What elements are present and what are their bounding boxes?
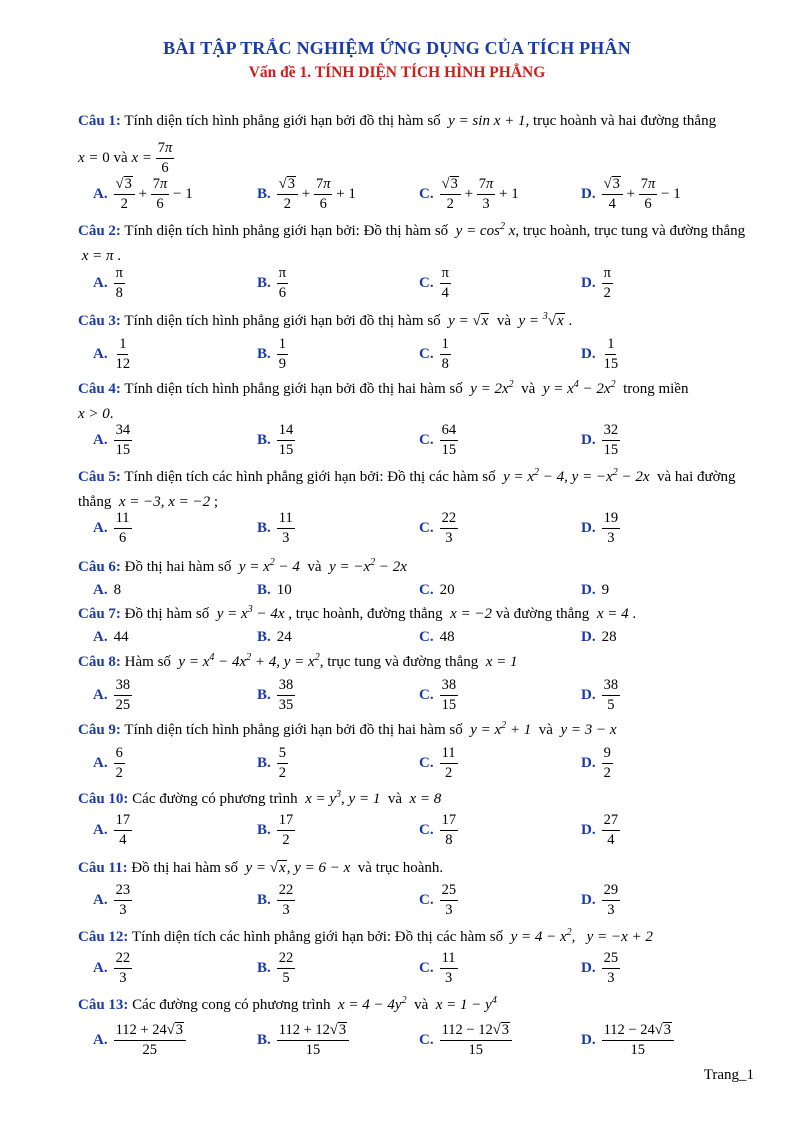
question-text: trong miền [623, 381, 689, 397]
question-12: Câu 12: Tính diện tích các hình phẳng giới hạn bởi: Đồ thị các hàm số $y = 4 - x^2$, y = −x + 2 [78, 927, 653, 945]
question-text: Tính diện tích hình phẳng giới hạn bởi đồ thị hai hàm số [124, 381, 463, 397]
option-a[interactable]: A. $\frac{1}{12}$ [93, 335, 131, 372]
question-13: Câu 13: Các đường cong có phương trình $x = 4 - 4y^2$ và $x = 1 - y^4$ [78, 995, 497, 1013]
question-label: Câu 5: [78, 469, 121, 485]
question-text: Các đường cong có phương trình [132, 997, 331, 1013]
question-12-options [0, 946, 794, 990]
question-4: Câu 4: Tính diện tích hình phẳng giới hạn bởi đồ thị hai hàm số $y = 2x^2$ và $y = x^4 - 2x^2$ trong miền x > 0. [78, 379, 689, 422]
option-d[interactable]: D. $\frac{19}{3}$ [581, 509, 619, 546]
option-b[interactable]: B. $\frac{17}{2}$ [257, 811, 294, 848]
question-11: Câu 11: Đồ thị hai hàm số y = √x, y = 6 − x và trục hoành. [78, 860, 444, 876]
question-9-options [0, 741, 794, 785]
question-8-options [0, 673, 794, 717]
option-d[interactable]: D. $\frac{27}{4}$ [581, 811, 619, 848]
question-text: Tính diện tích các hình phẳng giới hạn bởi: Đồ thị các hàm số [131, 929, 504, 945]
option-b[interactable]: B. $\frac{√3}{2}$ + $\frac{7\pi}{6}$ + 1 [257, 175, 356, 212]
question-text: và [496, 313, 512, 329]
option-c[interactable]: C. $\frac{64}{15}$ [419, 421, 457, 458]
option-d[interactable]: D. $\frac{1}{15}$ [581, 335, 619, 372]
option-b[interactable]: B. $\frac{22}{3}$ [257, 881, 294, 918]
option-c[interactable]: C. $\frac{112 - 12√3}{15}$ [419, 1018, 512, 1062]
document-subtitle: Vấn đề 1. TÍNH DIỆN TÍCH HÌNH PHẲNG [248, 64, 546, 81]
option-a[interactable]: A. $\frac{22}{3}$ [93, 949, 131, 986]
option-a[interactable]: A. $\frac{23}{3}$ [93, 881, 131, 918]
question-11-options [0, 878, 794, 922]
question-8: Câu 8: Hàm số $y = x^4 - 4x^2 + 4$, $y = x^2$, trục tung và đường thẳng x = 1 [78, 652, 518, 670]
option-b[interactable]: B. $\frac{\pi}{6}$ [257, 264, 287, 301]
question-7: Câu 7: Đồ thị hàm số $y = x^3 - 4x$ , trục hoành, đường thẳng x = −2 và đường thẳng x = 4 . [78, 604, 637, 622]
question-6: Câu 6: Đồ thị hai hàm số $y = x^2 - 4$ và $y = -x^2 - 2x$ [78, 557, 407, 575]
question-1-line2: x = 0 và x = $\frac{7\pi}{6}$ [78, 139, 173, 176]
question-1-options [0, 172, 794, 216]
option-c[interactable]: C. $\frac{1}{8}$ [419, 335, 449, 372]
option-c[interactable]: C. 48 [419, 628, 455, 645]
question-text: và [113, 149, 128, 166]
option-d[interactable]: D. $\frac{9}{2}$ [581, 744, 611, 781]
option-a[interactable]: A. $\frac{11}{6}$ [93, 509, 130, 546]
question-text: , trục hoành, trục tung và đường thẳng [515, 223, 746, 239]
question-text: Tính diện tích hình phẳng giới hạn bởi đồ thị hàm số [124, 313, 441, 329]
option-a[interactable]: A. $\frac{112 + 24√3}{25}$ [93, 1018, 186, 1062]
option-a[interactable]: A. $\frac{38}{25}$ [93, 676, 131, 713]
question-text: và hai đường thẳng [78, 469, 736, 510]
document-title: BÀI TẬP TRẮC NGHIỆM ỨNG DỤNG CỦA TÍCH PHÂN [163, 38, 631, 58]
option-d[interactable]: D. $\frac{\pi}{2}$ [581, 264, 611, 301]
option-b[interactable]: B. $\frac{14}{15}$ [257, 421, 294, 458]
question-text: và [387, 791, 402, 807]
option-c[interactable]: C. $\frac{22}{3}$ [419, 509, 457, 546]
question-3-options [0, 332, 794, 376]
question-text: Đồ thị hai hàm số [131, 860, 238, 876]
option-d[interactable]: D. $\frac{32}{15}$ [581, 421, 619, 458]
option-b[interactable]: B. $\frac{22}{5}$ [257, 949, 294, 986]
question-2: Câu 2: Tính diện tích hình phẳng giới hạn bởi: Đồ thị hàm số $y = \cos^2 x$, trục hoành, trục tung và đường thẳng x = π . [78, 221, 746, 264]
option-c[interactable]: C. $\frac{38}{15}$ [419, 676, 457, 713]
question-label: Câu 1: [78, 113, 121, 129]
question-7-options [0, 627, 794, 647]
question-label: Câu 3: [78, 313, 121, 329]
question-text: Các đường có phương trình [132, 791, 298, 807]
option-a[interactable]: A. $\frac{17}{4}$ [93, 811, 131, 848]
question-text: và trục hoành. [357, 860, 444, 876]
question-text: Tính diện tích hình phẳng giới hạn bởi đồ thị hàm số [124, 113, 441, 129]
option-d[interactable]: D. $\frac{25}{3}$ [581, 949, 619, 986]
option-b[interactable]: B. 24 [257, 628, 292, 645]
question-4-options [0, 418, 794, 462]
option-b[interactable]: B. 10 [257, 581, 292, 598]
option-b[interactable]: B. $\frac{1}{9}$ [257, 335, 287, 372]
question-label: Câu 13: [78, 997, 129, 1013]
option-d[interactable]: D. 28 [581, 628, 617, 645]
question-text: Đồ thị hai hàm số [124, 559, 232, 575]
question-text: và [414, 997, 429, 1013]
option-c[interactable]: C. 20 [419, 581, 455, 598]
option-c[interactable]: C. $\frac{17}{8}$ [419, 811, 457, 848]
question-text: Tính diện tích các hình phẳng giới hạn bởi: Đồ thị các hàm số [124, 469, 496, 485]
question-10-options [0, 808, 794, 852]
page-number: Trang_1 [703, 1067, 754, 1083]
option-b[interactable]: B. $\frac{5}{2}$ [257, 744, 287, 781]
question-text: và [538, 722, 553, 738]
option-a[interactable]: A. 44 [93, 628, 129, 645]
question-10: Câu 10: Các đường có phương trình $x = y^3$, y = 1 và x = 8 [78, 789, 442, 807]
question-label: Câu 9: [78, 722, 121, 738]
question-label: Câu 10: [78, 791, 129, 807]
option-c[interactable]: C. $\frac{11}{2}$ [419, 744, 456, 781]
question-1: Câu 1: Tính diện tích hình phẳng giới hạn bởi đồ thị hàm số y = sin x + 1, trục hoành và hai đường thẳng [78, 113, 717, 129]
question-text: và [307, 559, 322, 575]
question-3: Câu 3: Tính diện tích hình phẳng giới hạn bởi đồ thị hàm số y = √x và y = $^3$√x . [78, 311, 573, 329]
question-9: Câu 9: Tính diện tích hình phẳng giới hạn bởi đồ thị hai hàm số $y = x^2 + 1$ và y = 3 − x [78, 720, 617, 738]
option-a[interactable]: A. $\frac{\pi}{8}$ [93, 264, 123, 301]
question-text: Đồ thị hàm số [124, 606, 210, 622]
question-text: và đường thẳng [495, 606, 590, 622]
option-b[interactable]: B. $\frac{38}{35}$ [257, 676, 294, 713]
question-label: Câu 7: [78, 606, 121, 622]
option-a[interactable]: A. $\frac{√3}{2}$ + $\frac{7\pi}{6}$ − 1 [93, 175, 193, 212]
option-b[interactable]: B. $\frac{11}{3}$ [257, 509, 293, 546]
option-d[interactable]: D. $\frac{112 - 24√3}{15}$ [581, 1018, 674, 1062]
question-5-options [0, 506, 794, 550]
question-label: Câu 11: [78, 860, 128, 876]
question-text: , trục tung và đường thẳng [319, 654, 479, 670]
option-d[interactable]: D. 9 [581, 581, 610, 598]
question-label: Câu 6: [78, 559, 121, 575]
option-c[interactable]: C. $\frac{25}{3}$ [419, 881, 457, 918]
option-a[interactable]: A. $\frac{34}{15}$ [93, 421, 131, 458]
option-c[interactable]: C. $\frac{\pi}{4}$ [419, 264, 449, 301]
question-text: , trục hoành, đường thẳng [288, 606, 443, 622]
question-text: và [521, 381, 536, 397]
question-text: Tính diện tích hình phẳng giới hạn bởi: Đồ thị hàm số [124, 223, 449, 239]
question-text: Tính diện tích hình phẳng giới hạn bởi đồ thị hai hàm số [124, 722, 463, 738]
option-b[interactable]: B. $\frac{112 + 12√3}{15}$ [257, 1018, 349, 1062]
question-2-options [0, 261, 794, 305]
option-c[interactable]: C. $\frac{11}{3}$ [419, 949, 456, 986]
question-13-options [0, 1018, 794, 1062]
option-d[interactable]: D. $\frac{38}{5}$ [581, 676, 619, 713]
question-text: Hàm số [124, 654, 171, 670]
option-c[interactable]: C. $\frac{√3}{2}$ + $\frac{7\pi}{3}$ + 1 [419, 175, 519, 212]
option-a[interactable]: A. 8 [93, 581, 122, 598]
option-a[interactable]: A. $\frac{6}{2}$ [93, 744, 123, 781]
question-6-options [0, 580, 794, 600]
question-5: Câu 5: Tính diện tích các hình phẳng giới hạn bởi: Đồ thị các hàm số $y = x^2 - 4$, $y = -x^2 - 2x$ và hai đường thẳng x = −3, x = −2 ; [78, 467, 736, 510]
option-d[interactable]: D. $\frac{29}{3}$ [581, 881, 619, 918]
option-d[interactable]: D. $\frac{√3}{4}$ + $\frac{7\pi}{6}$ − 1 [581, 175, 681, 212]
question-label: Câu 12: [78, 929, 129, 945]
question-text: trục hoành và hai đường thẳng [532, 113, 717, 129]
question-label: Câu 2: [78, 223, 121, 239]
question-label: Câu 4: [78, 381, 121, 397]
question-label: Câu 8: [78, 654, 121, 670]
